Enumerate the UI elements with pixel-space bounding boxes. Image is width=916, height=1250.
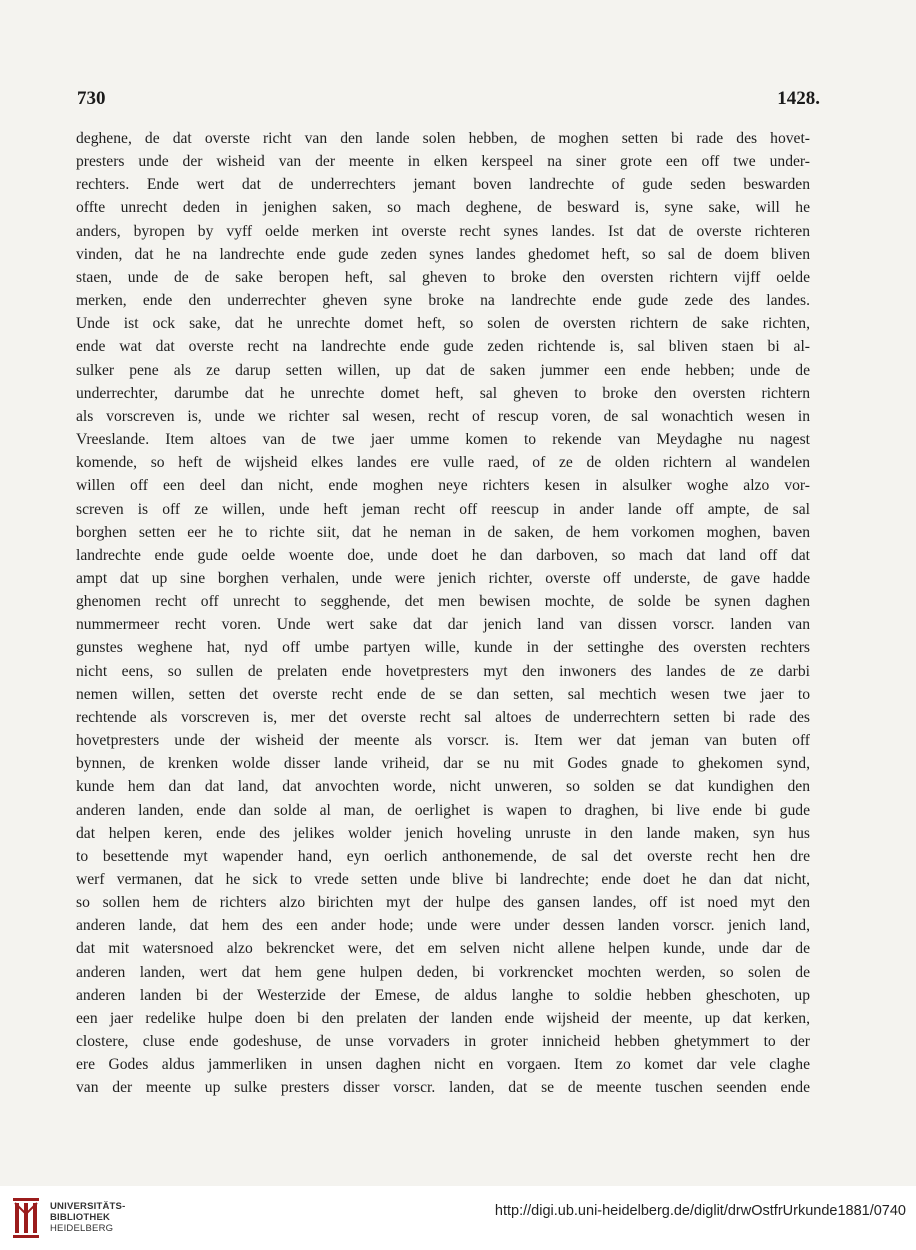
text-line: to besettende myt wapender hand, eyn oerlich anthonemende, de sal det overste recht hen dre <box>76 847 810 865</box>
text-line: dat helpen keren, ende des jelikes wolder jenich hoveling unruste in den lande maken, syn hus <box>76 824 810 842</box>
text-line: anderen landen, ende dan solde al man, de oerlighet is wapen to draghen, bi live ende bi gude <box>76 801 810 819</box>
text-line: rechters. Ende wert dat de underrechters jemant boven landrechte of gude seden beswarden <box>76 176 810 194</box>
page-number: 730 <box>77 88 106 109</box>
library-name-line3: HEIDELBERG <box>50 1223 114 1234</box>
library-name-line2: BIBLIOTHEK <box>50 1212 111 1223</box>
text-line: als vorscreven is, unde we richter sal wesen, recht of rescup voren, de sal wonachtich wesen in <box>76 407 810 425</box>
text-line: ampt dat up sine borghen verhalen, unde were jenich richter, overste off underste, de gave hadde <box>76 569 810 587</box>
text-line: offte unrecht deden in jenighen saken, so mach deghene, de besward is, syne sake, will he <box>76 199 810 217</box>
text-line: anders, byropen by vyff oelde merken int overste recht synes landes. Ist dat de overste richteren <box>76 222 810 240</box>
text-line: anderen landen, wert dat hem gene hulpen deden, bi vorkrencket mochten werden, so solen de <box>76 963 810 981</box>
text-line: nicht eens, so sullen de prelaten ende hovetpresters myt den inwoners des landes de ze darbi <box>76 662 810 680</box>
text-line: Unde ist ock sake, dat he unrechte domet heft, so solen de oversten richtern de sake richten, <box>76 315 810 333</box>
text-line: gunstes weghene hat, nyd off umbe partyen wille, kunde in der settinghe des oversten rechters <box>76 639 810 657</box>
text-line: so sollen hem de richters alzo birichten myt der hulpe des gansen landes, off ist noed myt den <box>76 894 810 912</box>
text-line: komende, so heft de wijsheid elkes landes ere vulle raed, of ze de olden richtern al wandelen <box>76 454 810 472</box>
text-line: clostere, cluse ende godeshuse, de unse vorvaders in groter innicheid hebben ghetymmert to der <box>76 1033 810 1051</box>
text-line: anderen landen bi der Westerzide der Emese, de aldus langhe to soldie hebben gheschoten, up <box>76 986 810 1004</box>
text-line: anderen lande, dat hem des een ander hode; unde were under dessen landen vorscr. jenich land, <box>76 917 810 935</box>
text-line: ende wat dat overste recht na landrechte ende gude zeden richtende is, sal bliven staen bi al- <box>76 338 810 356</box>
text-line: screven is off ze willen, unde heft jeman recht off reescup in ander lande off ampte, de sal <box>76 500 810 518</box>
text-line: Vreeslande. Item altoes van de twe jaer umme komen to rekende van Meydaghe nu nagest <box>76 431 810 449</box>
text-line: dat mit watersnoed alzo bekrencket were, det em selven nicht allene helpen kunde, unde dar de <box>76 940 810 958</box>
text-line: werf vermanen, dat he sick to vrede setten unde blive bi landrechte; ende doet he dan dat nicht, <box>76 871 810 888</box>
footer-bar <box>0 1186 916 1250</box>
text-line: nummermeer recht voren. Unde wert sake dat dar jenich land van dissen vorscr. landen van <box>76 616 810 634</box>
text-line: deghene, de dat overste richt van den lande solen hebben, de moghen setten bi rade des hovet- <box>76 130 810 147</box>
university-library-logo-icon <box>9 1194 43 1242</box>
text-line: underrechter, darumbe dat he unrechte domet heft, sal gheven to broke den oversten richtern <box>76 384 810 402</box>
text-line: bynnen, de krenken wolde disser lande vriheid, dar se nu mit Godes gnade to ghekomen synd, <box>76 755 810 773</box>
body-text <box>76 127 810 1100</box>
text-line: hovetpresters unde der wisheid der meente als vorscr. is. Item wer dat jeman van buten off <box>76 732 810 750</box>
text-line: landrechte ende gude oelde woente doe, unde doet he dan darboven, so mach dat land off dat <box>76 546 810 564</box>
text-line: nemen willen, setten det overste recht ende de se dan setten, sal mechtich wesen twe jaer to <box>76 685 810 703</box>
library-name-line1: UNIVERSITÄTS- <box>50 1201 126 1212</box>
text-line: willen off een deel dan nicht, ende moghen neye richters kesen in alsulker woghe alzo vor- <box>76 477 810 495</box>
text-line: een jaer redelike hulpe doen bi den prelaten der landen ende wijsheid der meente, up dat kerken, <box>76 1009 810 1027</box>
text-line: presters unde der wisheid van der meente in elken kerspeel na siner grote een off twe under- <box>76 153 810 171</box>
text-line: borghen setten eer he to richte siit, dat he neman in de saken, de hem vorkomen moghen, baven <box>76 523 810 541</box>
permalink-url[interactable]: http://digi.ub.uni-heidelberg.de/diglit/drwOstfrUrkunde1881/0740 <box>494 1203 906 1219</box>
text-line: ghenomen recht off unrecht to segghende, det men bewisen mochte, de solde be synen daghen <box>76 593 810 611</box>
text-line: staen, unde de de sake beropen heft, sal gheven to broke den oversten richtern vijff oelde <box>76 268 810 286</box>
year-heading: 1428. <box>777 88 820 109</box>
text-line: rechtende als vorscreven is, mer det overste recht sal altoes de underrechtern setten bi rade des <box>76 708 810 726</box>
text-line: kunde hem dan dat land, dat anvochten worde, nicht unweren, so solden se dat kundighen den <box>76 778 810 796</box>
text-line: ere Godes aldus jammerliken in unsen daghen nicht en vorgaen. Item zo komet dar vele claghe <box>76 1056 810 1074</box>
text-line: van der meente up sulke presters disser vorscr. landen, dat se de meente tuschen seenden ende <box>76 1079 810 1097</box>
text-line: merken, ende den underrechter gheven syne broke na landrechte ende gude zede des landes. <box>76 292 810 310</box>
text-line: vinden, dat he na landrechte ende gude zeden synes landes ghedomet heft, so sal de doem bliven <box>76 245 810 263</box>
library-name <box>50 1201 125 1234</box>
text-line: sulker pene als ze darup setten willen, up dat de saken jummer een ende hebben; unde de <box>76 361 810 379</box>
